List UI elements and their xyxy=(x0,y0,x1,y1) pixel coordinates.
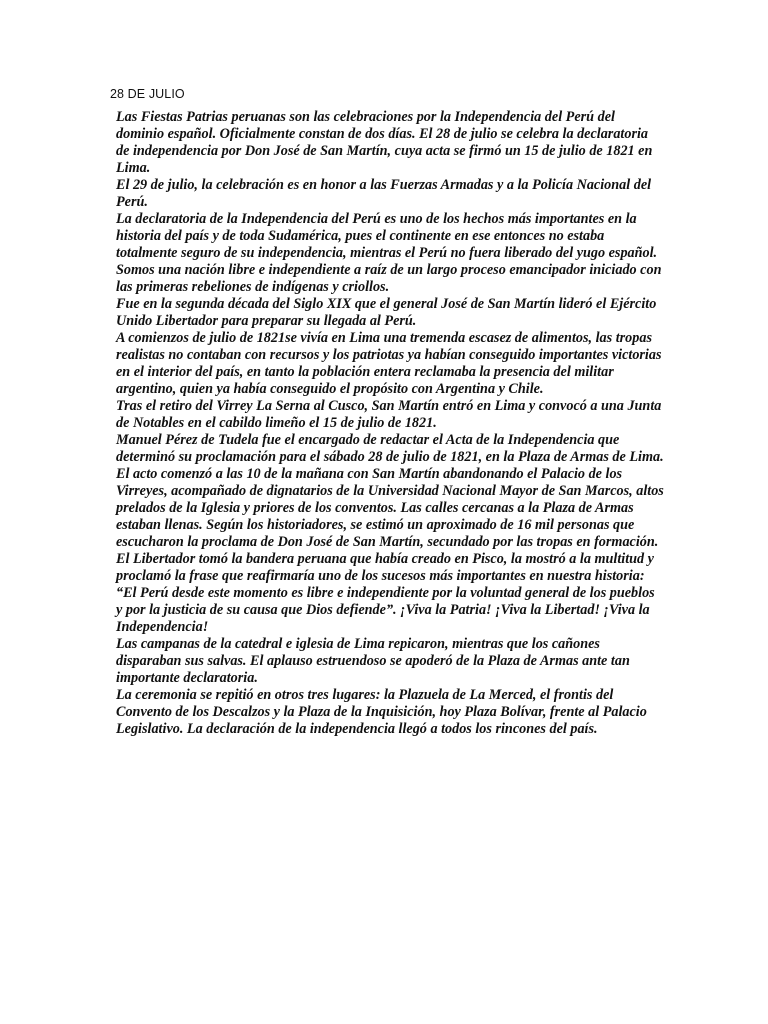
paragraph: La ceremonia se repitió en otros tres lugares: la Plazuela de La Merced, el frontis del Convento de los Descalzos y la Plaza de la Inquisición, hoy Plaza Bolívar, frente al Palacio Legislativo. La declaración de la independencia llegó a todos los rincones del país. xyxy=(116,687,647,737)
paragraph: La declaratoria de la Independencia del Perú es uno de los hechos más importantes en la historia del país y de toda Sudamérica, pues el continente en ese entonces no estaba totalmente seguro de su independencia, mientras el Perú no fuera liberado del yugo español. Somos una nación libre e independiente a raíz de un largo proceso emancipador iniciado con las primeras rebeliones de indígenas y criollos. xyxy=(116,211,662,295)
paragraph: Tras el retiro del Virrey La Serna al Cusco, San Martín entró en Lima y convocó a una Junta de Notables en el cabildo limeño el 15 de julio de 1821. xyxy=(116,398,662,431)
paragraph: Las Fiestas Patrias peruanas son las celebraciones por la Independencia del Perú del dominio español. Oficialmente constan de dos días. El 28 de julio se celebra la declaratoria de independencia por Don José de San Martín, cuya acta se firmó un 15 de julio de 1821 en Lima. xyxy=(116,109,653,176)
paragraph: Fue en la segunda década del Siglo XIX que el general José de San Martín lideró el Ejército Unido Libertador para preparar su llegada al Perú. xyxy=(116,296,657,329)
paragraph: A comienzos de julio de 1821se vivía en Lima una tremenda escasez de alimentos, las tropas realistas no contaban con recursos y los patriotas ya habían conseguido importantes victorias en el interior del país, en tanto la población entera reclamaba la presencia del militar argentino, quien ya había conseguido el propósito con Argentina y Chile. xyxy=(116,330,662,397)
document-body xyxy=(116,109,664,738)
paragraph: El 29 de julio, la celebración es en honor a las Fuerzas Armadas y a la Policía Nacional del Perú. xyxy=(116,177,652,210)
paragraph: El Libertador tomó la bandera peruana que había creado en Pisco, la mostró a la multitud y proclamó la frase que reafirmaría uno de los sucesos más importantes en nuestra historia: “El Perú desde este momento es libre e independiente por la voluntad general de los pueblos y por la justicia de su causa que Dios defiende”. ¡Viva la Patria! ¡Viva la Libertad! ¡Viva la Independencia! xyxy=(116,551,655,635)
paragraph: Manuel Pérez de Tudela fue el encargado de redactar el Acta de la Independencia que determinó su proclamación para el sábado 28 de julio de 1821, en la Plaza de Armas de Lima. xyxy=(116,432,664,465)
paragraph: Las campanas de la catedral e iglesia de Lima repicaron, mientras que los cañones disparaban sus salvas. El aplauso estruendoso se apoderó de la Plaza de Armas ante tan importante declaratoria. xyxy=(116,636,630,686)
paragraph: El acto comenzó a las 10 de la mañana con San Martín abandonando el Palacio de los Virreyes, acompañado de dignatarios de la Universidad Nacional Mayor de San Marcos, altos prelados de la Iglesia y priores de los conventos. Las calles cercanas a la Plaza de Armas estaban llenas. Según los historiadores, se estimó un aproximado de 16 mil personas que escucharon la proclama de Don José de San Martín, secundado por las tropas en formación. xyxy=(116,466,664,550)
document-heading: 28 DE JULIO xyxy=(110,87,185,101)
